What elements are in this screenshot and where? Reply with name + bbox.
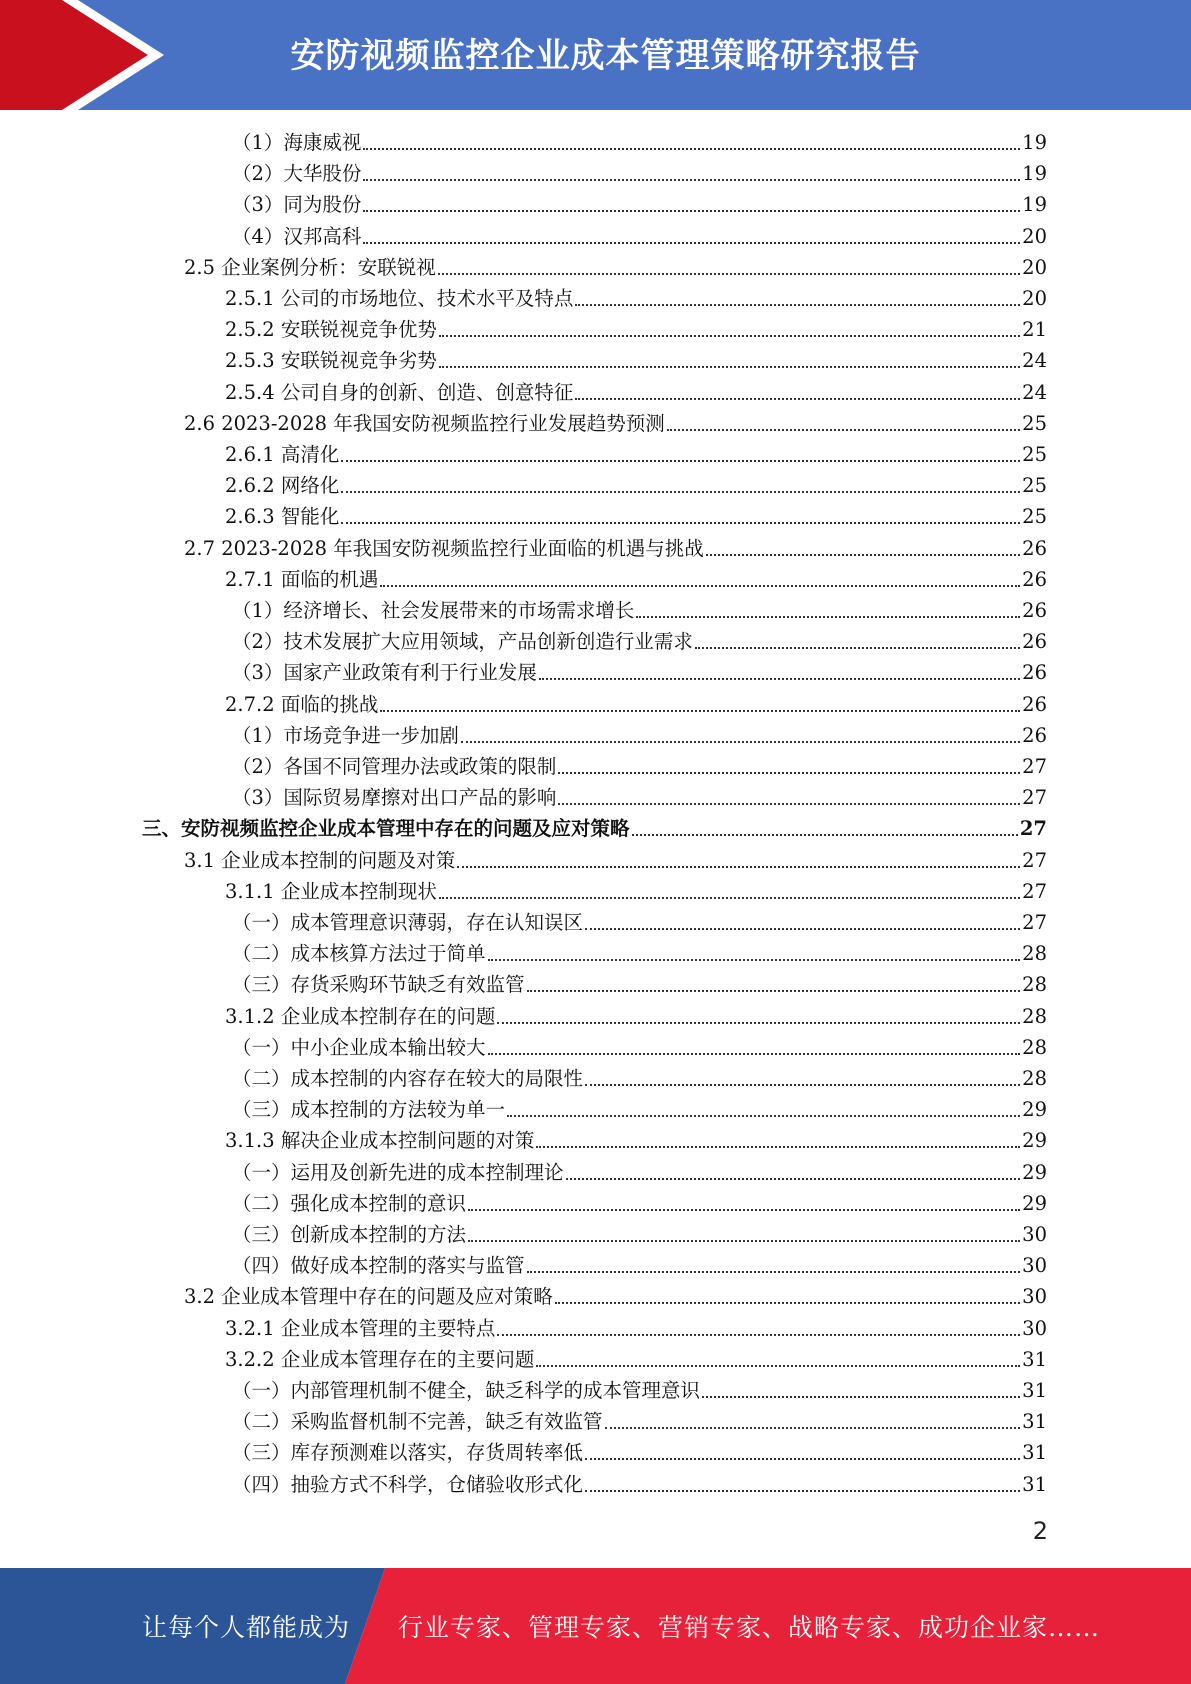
toc-entry-title: 3.2.1 企业成本管理的主要特点 (225, 1316, 496, 1340)
toc-leader-dots (363, 242, 1020, 244)
toc-entry-title: （三）库存预测难以落实，存货周转率低 (232, 1441, 584, 1465)
toc-entry-title: 三、安防视频监控企业成本管理中存在的问题及应对策略 (142, 817, 630, 841)
toc-entry[interactable] (184, 533, 1047, 564)
toc-entry-page: 25 (1022, 411, 1047, 435)
toc-leader-dots (439, 897, 1020, 899)
toc-entry-page: 27 (1019, 817, 1047, 841)
toc-entry-title: （2）技术发展扩大应用领域，产品创新创造行业需求 (232, 630, 693, 654)
toc-entry-page: 27 (1022, 755, 1047, 778)
toc-entry-page: 28 (1022, 1067, 1047, 1090)
toc-entry-title: 2.5.1 公司的市场地位、技术水平及特点 (225, 287, 574, 310)
toc-entry-title: （三）存货采购环节缺乏有效监管 (232, 973, 525, 997)
toc-leader-dots (536, 1365, 1020, 1367)
toc-leader-dots (363, 148, 1020, 150)
toc-leader-dots (558, 772, 1020, 774)
toc-entry-title: （三）成本控制的方法较为单一 (232, 1098, 506, 1122)
toc-leader-dots (457, 866, 1020, 868)
toc-leader-dots (527, 990, 1021, 992)
toc-entry-page: 28 (1022, 1004, 1047, 1028)
toc-entry-page: 31 (1022, 1441, 1047, 1465)
toc-entry[interactable] (225, 564, 1047, 595)
toc-entry-page: 20 (1022, 255, 1047, 279)
toc-entry-page: 30 (1022, 1254, 1047, 1278)
toc-entry-title: 2.6 2023-2028 年我国安防视频监控行业发展趋势预测 (184, 411, 665, 435)
toc-leader-dots (439, 335, 1020, 337)
toc-entry[interactable] (232, 1437, 1047, 1468)
toc-entry[interactable] (232, 1157, 1047, 1188)
toc-entry-title: （二）成本控制的内容存在较大的局限性 (232, 1067, 584, 1090)
toc-entry[interactable] (232, 1406, 1047, 1437)
toc-leader-dots (488, 1053, 1021, 1055)
toc-entry-page: 30 (1022, 1285, 1047, 1309)
toc-entry[interactable] (232, 720, 1047, 751)
toc-entry-page: 19 (1022, 193, 1047, 217)
toc-leader-dots (555, 1302, 1020, 1304)
toc-entry-page: 26 (1022, 692, 1047, 716)
toc-entry[interactable] (232, 969, 1047, 1000)
toc-entry[interactable] (225, 689, 1047, 720)
toc-entry-title: （二）成本核算方法过于简单 (232, 942, 486, 966)
toc-entry-title: 2.7.2 面临的挑战 (225, 692, 379, 716)
toc-entry-page: 19 (1022, 162, 1047, 186)
toc-entry[interactable] (232, 938, 1047, 969)
toc-entry[interactable] (225, 876, 1047, 907)
toc-entry[interactable] (225, 377, 1047, 408)
toc-entry-page: 29 (1022, 1191, 1047, 1215)
toc-entry-title: 2.5.4 公司自身的创新、创造、创意特征 (225, 380, 574, 404)
toc-leader-dots (438, 273, 1020, 275)
document-title: 安防视频监控企业成本管理策略研究报告 (290, 36, 921, 76)
toc-entry-title: （二）采购监督机制不完善，缺乏有效监管 (232, 1410, 603, 1434)
toc-entry[interactable] (232, 1219, 1047, 1250)
toc-leader-dots (439, 366, 1020, 368)
footer-slogan-left: 让每个人都能成为 (142, 1613, 351, 1642)
toc-leader-dots (497, 1334, 1020, 1336)
toc-leader-dots (695, 647, 1020, 649)
toc-entry-title: 2.6.1 高清化 (225, 443, 340, 466)
toc-entry-title: 2.6.3 智能化 (225, 505, 340, 529)
toc-entry[interactable] (232, 626, 1047, 657)
toc-entry-title: （3）国家产业政策有利于行业发展 (232, 661, 537, 685)
toc-leader-dots (497, 1022, 1020, 1024)
toc-leader-dots (605, 1427, 1021, 1429)
toc-entry[interactable] (232, 1375, 1047, 1406)
toc-entry[interactable] (232, 158, 1047, 189)
toc-entry[interactable] (184, 845, 1047, 876)
toc-entry-page: 19 (1022, 131, 1047, 154)
toc-entry-page: 25 (1022, 474, 1047, 498)
toc-leader-dots (468, 1209, 1020, 1211)
toc-leader-dots (667, 429, 1020, 431)
toc-entry-page: 26 (1022, 599, 1047, 622)
toc-entry-page: 28 (1022, 1035, 1047, 1059)
toc-entry-page: 27 (1022, 786, 1047, 810)
toc-entry-page: 31 (1022, 1472, 1047, 1496)
toc-entry-page: 20 (1022, 287, 1047, 310)
toc-entry-page: 26 (1022, 567, 1047, 591)
toc-entry[interactable] (232, 1094, 1047, 1125)
toc-entry-title: 3.1 企业成本控制的问题及对策 (184, 848, 456, 872)
toc-entry-page: 28 (1022, 973, 1047, 997)
toc-leader-dots (536, 1146, 1020, 1148)
toc-entry-title: 3.2.2 企业成本管理存在的主要问题 (225, 1347, 535, 1371)
toc-entry[interactable] (184, 252, 1047, 283)
toc-entry-page: 26 (1022, 536, 1047, 560)
toc-leader-dots (363, 210, 1020, 212)
toc-entry[interactable] (142, 813, 1047, 844)
toc-entry-page: 27 (1022, 848, 1047, 872)
toc-entry-page: 29 (1022, 1160, 1047, 1184)
toc-entry-title: （1）海康威视 (232, 131, 362, 154)
toc-entry-title: （1）经济增长、社会发展带来的市场需求增长 (232, 599, 635, 622)
toc-entry[interactable] (225, 1313, 1047, 1344)
toc-entry[interactable] (232, 127, 1047, 158)
toc-entry[interactable] (232, 1469, 1047, 1500)
toc-entry-title: 2.5 企业案例分析：安联锐视 (184, 255, 436, 279)
toc-leader-dots (507, 1115, 1020, 1117)
toc-entry[interactable] (232, 1032, 1047, 1063)
toc-entry-page: 20 (1022, 224, 1047, 248)
page-header (0, 0, 1191, 110)
toc-leader-dots (636, 616, 1020, 618)
toc-entry-title: （一）中小企业成本输出较大 (232, 1035, 486, 1059)
toc-leader-dots (380, 585, 1020, 587)
toc-entry-page: 31 (1022, 1379, 1047, 1402)
toc-entry[interactable] (184, 1281, 1047, 1312)
toc-entry[interactable] (232, 221, 1047, 252)
toc-entry[interactable] (232, 907, 1047, 938)
toc-entry-page: 29 (1022, 1098, 1047, 1122)
toc-entry[interactable] (225, 1001, 1047, 1032)
toc-leader-dots (468, 1240, 1020, 1242)
toc-entry-page: 25 (1022, 505, 1047, 529)
toc-entry-title: 2.7 2023-2028 年我国安防视频监控行业面临的机遇与挑战 (184, 536, 704, 560)
toc-entry[interactable] (225, 314, 1047, 345)
toc-entry-page: 26 (1022, 723, 1047, 747)
toc-entry-title: 3.1.3 解决企业成本控制问题的对策 (225, 1129, 535, 1153)
toc-entry[interactable] (184, 408, 1047, 439)
toc-entry-page: 27 (1022, 879, 1047, 903)
toc-leader-dots (558, 803, 1020, 805)
toc-entry-page: 26 (1022, 630, 1047, 654)
toc-entry-title: （四）抽验方式不科学，仓储验收形式化 (232, 1472, 584, 1496)
toc-leader-dots (706, 554, 1020, 556)
toc-entry-title: （3）同为股份 (232, 193, 362, 217)
toc-leader-dots (566, 1178, 1021, 1180)
toc-entry-page: 24 (1022, 380, 1047, 404)
toc-entry-page: 29 (1022, 1129, 1047, 1153)
toc-entry-title: 2.6.2 网络化 (225, 474, 340, 498)
toc-leader-dots (585, 1084, 1020, 1086)
toc-entry[interactable] (232, 1188, 1047, 1219)
toc-leader-dots (488, 959, 1021, 961)
toc-leader-dots (585, 1490, 1020, 1492)
toc-entry[interactable] (232, 782, 1047, 813)
toc-entry-page: 26 (1022, 661, 1047, 685)
toc-entry[interactable] (232, 595, 1047, 626)
toc-entry-title: 3.1.1 企业成本控制现状 (225, 879, 437, 903)
toc-leader-dots (527, 1271, 1021, 1273)
toc-entry[interactable] (232, 1250, 1047, 1281)
toc-entry-title: （3）国际贸易摩擦对出口产品的影响 (232, 786, 557, 810)
toc-entry[interactable] (232, 189, 1047, 220)
toc-entry[interactable] (225, 439, 1047, 470)
toc-entry[interactable] (225, 470, 1047, 501)
page-number: 2 (1032, 1517, 1048, 1545)
toc-entry-title: 2.5.3 安联锐视竞争劣势 (225, 349, 437, 373)
toc-entry-title: （4）汉邦高科 (232, 224, 362, 248)
toc-entry[interactable] (225, 1125, 1047, 1156)
toc-entry-title: （一）成本管理意识薄弱，存在认知误区 (232, 911, 584, 934)
toc-leader-dots (702, 1396, 1020, 1398)
toc-leader-dots (341, 522, 1020, 524)
toc-entry-title: 2.7.1 面临的机遇 (225, 567, 379, 591)
toc-leader-dots (632, 834, 1018, 836)
toc-entry-title: （一）内部管理机制不健全，缺乏科学的成本管理意识 (232, 1379, 701, 1402)
toc-leader-dots (585, 928, 1020, 930)
toc-entry-title: （二）强化成本控制的意识 (232, 1191, 467, 1215)
toc-entry-page: 28 (1022, 942, 1047, 966)
toc-entry-title: 3.1.2 企业成本控制存在的问题 (225, 1004, 496, 1028)
toc-leader-dots (341, 491, 1020, 493)
toc-entry[interactable] (225, 283, 1047, 314)
toc-leader-dots (461, 741, 1020, 743)
toc-entry[interactable] (232, 657, 1047, 688)
toc-leader-dots (363, 179, 1020, 181)
page-footer (0, 1568, 1191, 1684)
toc-entry-page: 31 (1022, 1410, 1047, 1434)
toc-leader-dots (539, 678, 1020, 680)
toc-entry-page: 27 (1022, 911, 1047, 934)
toc-entry-page: 30 (1022, 1223, 1047, 1246)
toc-entry-page: 31 (1022, 1347, 1047, 1371)
toc-entry[interactable] (225, 501, 1047, 532)
toc-entry-page: 30 (1022, 1316, 1047, 1340)
toc-entry-title: 3.2 企业成本管理中存在的问题及应对策略 (184, 1285, 553, 1309)
toc-entry-title: （2）大华股份 (232, 162, 362, 186)
toc-leader-dots (585, 1458, 1020, 1460)
toc-leader-dots (575, 304, 1020, 306)
toc-entry-title: （四）做好成本控制的落实与监管 (232, 1254, 525, 1278)
toc-leader-dots (341, 460, 1020, 462)
toc-entry-title: （2）各国不同管理办法或政策的限制 (232, 755, 557, 778)
toc-entry-page: 21 (1022, 318, 1047, 342)
toc-entry[interactable] (225, 1344, 1047, 1375)
toc-leader-dots (380, 710, 1020, 712)
toc-entry[interactable] (225, 345, 1047, 376)
footer-slogan-right: 行业专家、管理专家、营销专家、战略专家、成功企业家…… (398, 1613, 1101, 1642)
toc-entry-title: （一）运用及创新先进的成本控制理论 (232, 1160, 564, 1184)
toc-entry-page: 24 (1022, 349, 1047, 373)
toc-entry-title: （三）创新成本控制的方法 (232, 1223, 467, 1246)
toc-entry[interactable] (232, 1063, 1047, 1094)
toc-entry-title: 2.5.2 安联锐视竞争优势 (225, 318, 437, 342)
toc-leader-dots (575, 398, 1020, 400)
toc-entry-page: 25 (1022, 443, 1047, 466)
toc-entry-title: （1）市场竞争进一步加剧 (232, 723, 459, 747)
toc-entry[interactable] (232, 751, 1047, 782)
